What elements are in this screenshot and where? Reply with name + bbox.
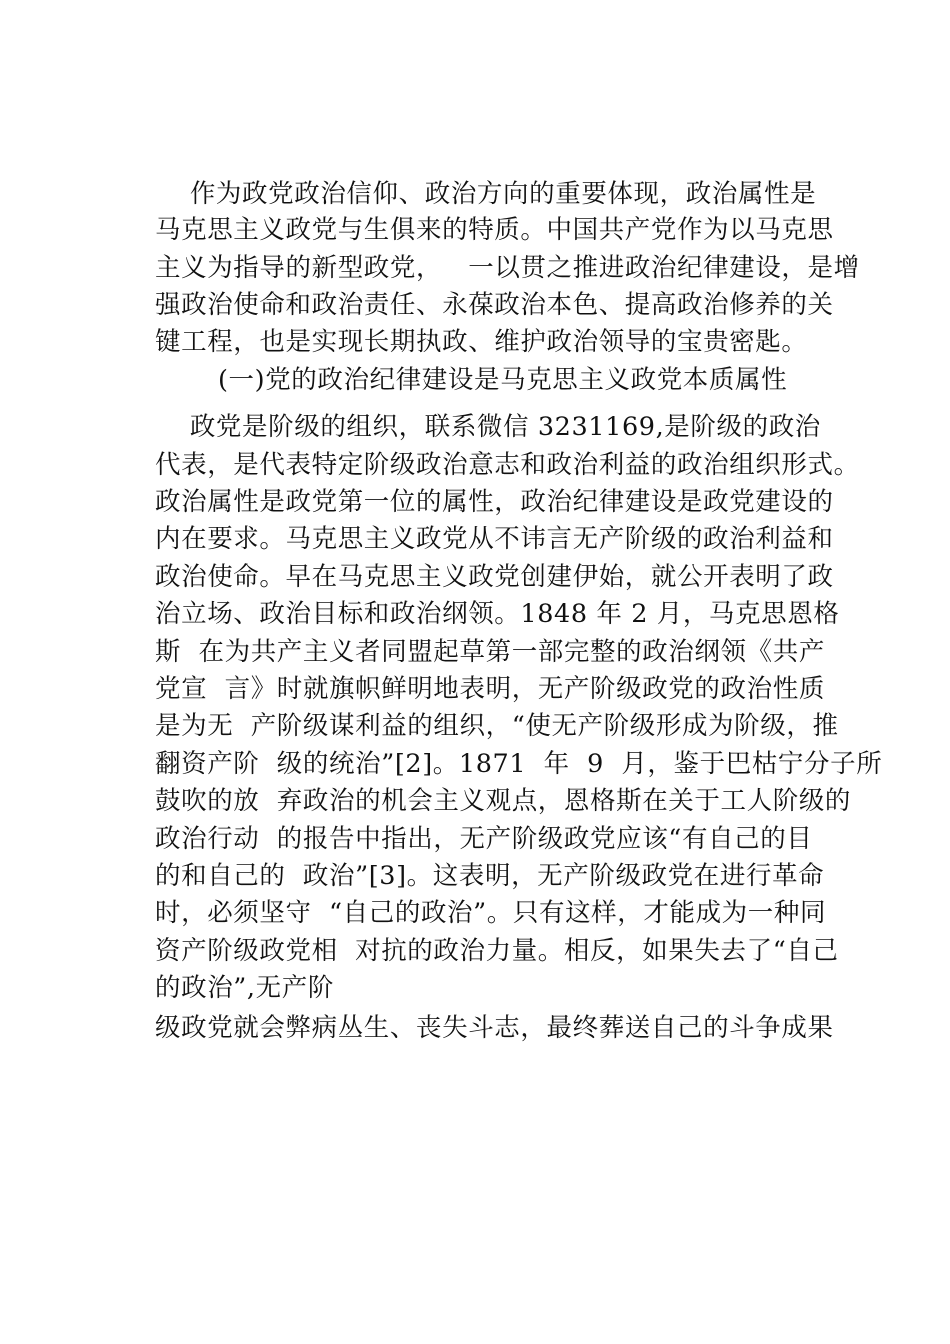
text-line: 键工程，也是实现长期执政、维护政治领导的宝贵密匙。 xyxy=(155,327,808,357)
text-line: 主义为指导的新型政党， 一以贯之推进政治纪律建设，是增 xyxy=(155,253,860,283)
section-heading: (一)党的政治纪律建设是马克思主义政党本质属性 xyxy=(218,365,788,395)
text-line: 政治使命。早在马克思主义政党创建伊始，就公开表明了政 xyxy=(155,562,834,592)
text-line: 资产阶级政党相 对抗的政治力量。相反，如果失去了“自己 xyxy=(155,936,839,966)
text-line: 政党是阶级的组织，联系微信 3231169,是阶级的政治 xyxy=(155,412,821,442)
text-line: 治立场、政治目标和政治纲领。1848 年 2 月，马克思恩格 xyxy=(155,599,840,629)
text-line: 党宣 言》时就旗帜鲜明地表明，无产阶级政党的政治性质 xyxy=(155,674,825,704)
text-line: 的政治”,无产阶 xyxy=(155,973,334,1003)
text-line: 代表，是代表特定阶级政治意志和政治利益的政治组织形式。 xyxy=(155,450,860,480)
text-line: 是为无 产阶级谋利益的组织，“使无产阶级形成为阶级，推 xyxy=(155,711,839,741)
text-line: 级政党就会弊病丛生、丧失斗志，最终葬送自己的斗争成果 xyxy=(155,1013,834,1043)
text-line: 斯 在为共产主义者同盟起草第一部完整的政治纲领《共产 xyxy=(155,637,825,667)
text-line: 政治属性是政党第一位的属性，政治纪律建设是政党建设的 xyxy=(155,487,834,517)
text-line: 鼓吹的放 弃政治的机会主义观点，恩格斯在关于工人阶级的 xyxy=(155,786,852,816)
text-line: 强政治使命和政治责任、永葆政治本色、提高政治修养的关 xyxy=(155,290,834,320)
text-line: 作为政党政治信仰、政治方向的重要体现，政治属性是 xyxy=(155,179,817,209)
text-line: 翻资产阶 级的统治”[2]。1871 年 9 月，鉴于巴枯宁分子所 xyxy=(155,749,883,779)
text-line: 政治行动 的报告中指出，无产阶级政党应该“有自己的目 xyxy=(155,824,813,854)
text-line: 内在要求。马克思主义政党从不讳言无产阶级的政治利益和 xyxy=(155,524,834,554)
text-line: 马克思主义政党与生俱来的特质。中国共产党作为以马克思 xyxy=(155,215,834,245)
text-line: 时，必须坚守 “自己的政治”。只有这样，才能成为一种同 xyxy=(155,898,827,928)
text-line: 的和自己的 政治”[3]。这表明，无产阶级政党在进行革命 xyxy=(155,861,825,891)
